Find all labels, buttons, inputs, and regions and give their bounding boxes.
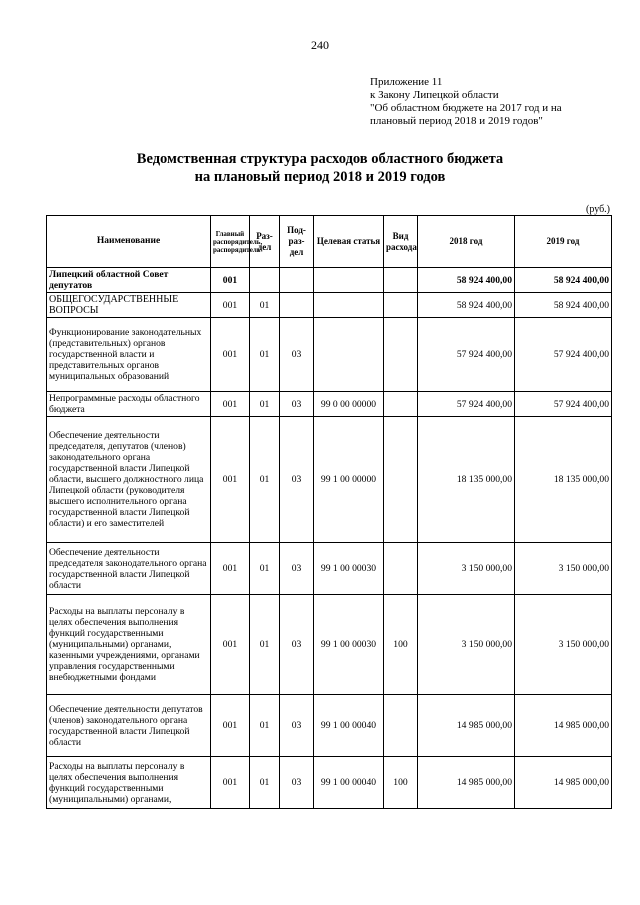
- cell-target: 99 1 00 00040: [314, 757, 384, 809]
- cell-razdel: 01: [250, 695, 280, 757]
- cell-2018: 14 985 000,00: [418, 757, 515, 809]
- cell-target: [314, 318, 384, 392]
- table-row: [47, 417, 612, 543]
- cell-podrazdel: 03: [280, 417, 314, 543]
- cell-2019: 58 924 400,00: [515, 293, 612, 318]
- cell-podrazdel: 03: [280, 757, 314, 809]
- cell-grbs: 001: [211, 318, 250, 392]
- cell-name: Обеспечение деятельности председателя законодательного органа государственной власти Липецкой области: [47, 543, 211, 595]
- cell-podrazdel: 03: [280, 392, 314, 417]
- cell-name: ОБЩЕГОСУДАРСТВЕННЫЕ ВОПРОСЫ: [47, 293, 211, 318]
- cell-2019: 14 985 000,00: [515, 757, 612, 809]
- cell-grbs: 001: [211, 595, 250, 695]
- cell-2018: 14 985 000,00: [418, 695, 515, 757]
- cell-name: Функционирование законодательных (представительных) органов государственной власти и представительных органов муниципальных образований: [47, 318, 211, 392]
- table-row: [47, 757, 612, 809]
- cell-target: 99 0 00 00000: [314, 392, 384, 417]
- header-name: Наименование: [47, 216, 211, 268]
- cell-name: Расходы на выплаты персоналу в целях обеспечения выполнения функций государственными (муниципальными) органами, казенными учреждениями, органами управления государственными внебюджетными фондами: [47, 595, 211, 695]
- cell-name: Обеспечение деятельности председателя, депутатов (членов) законодательного органа государственной власти Липецкой области, высшего должностного лица Липецкой области (руководителя высшего исполнительного органа государственной власти Липецкой области) и его заместителей: [47, 417, 211, 543]
- header-razdel: Раз-дел: [250, 216, 280, 268]
- cell-2019: 57 924 400,00: [515, 318, 612, 392]
- cell-2018: 57 924 400,00: [418, 392, 515, 417]
- cell-2019: 58 924 400,00: [515, 268, 612, 293]
- cell-target: [314, 293, 384, 318]
- cell-name: Обеспечение деятельности депутатов (членов) законодательного органа государственной власти Липецкой области: [47, 695, 211, 757]
- cell-razdel: 01: [250, 318, 280, 392]
- header-target: Целевая статья: [314, 216, 384, 268]
- cell-grbs: 001: [211, 392, 250, 417]
- cell-2018: 3 150 000,00: [418, 543, 515, 595]
- cell-vid: [384, 268, 418, 293]
- title-line-1: Ведомственная структура расходов областного бюджета: [136, 151, 504, 167]
- cell-razdel: 01: [250, 417, 280, 543]
- cell-name: Расходы на выплаты персоналу в целях обеспечения выполнения функций государственными (муниципальными) органами,: [47, 757, 211, 809]
- cell-2018: 3 150 000,00: [418, 595, 515, 695]
- appendix-note: [370, 76, 630, 128]
- table-row: [47, 392, 612, 417]
- cell-vid: [384, 318, 418, 392]
- cell-grbs: 001: [211, 543, 250, 595]
- header-podrazdel: Под-раз-дел: [280, 216, 314, 268]
- cell-vid: 100: [384, 595, 418, 695]
- cell-razdel: 01: [250, 757, 280, 809]
- header-2019: 2019 год: [515, 216, 612, 268]
- cell-razdel: 01: [250, 543, 280, 595]
- cell-grbs: 001: [211, 293, 250, 318]
- cell-grbs: 001: [211, 695, 250, 757]
- cell-target: 99 1 00 00030: [314, 595, 384, 695]
- cell-2018: 58 924 400,00: [418, 268, 515, 293]
- cell-vid: [384, 293, 418, 318]
- table-row: [47, 268, 612, 293]
- cell-2018: 57 924 400,00: [418, 318, 515, 392]
- cell-2019: 57 924 400,00: [515, 392, 612, 417]
- title-line-2: на плановый период 2018 и 2019 годов: [194, 169, 446, 185]
- table-header-row: [47, 216, 612, 268]
- appendix-line: к Закону Липецкой области: [370, 89, 499, 101]
- cell-grbs: 001: [211, 757, 250, 809]
- header-grbs: Главный распорядитель, распорядитель: [211, 216, 250, 268]
- cell-razdel: 01: [250, 392, 280, 417]
- cell-razdel: 01: [250, 293, 280, 318]
- cell-podrazdel: 03: [280, 595, 314, 695]
- cell-podrazdel: 03: [280, 318, 314, 392]
- budget-table: [46, 215, 612, 809]
- cell-razdel: 01: [250, 595, 280, 695]
- cell-podrazdel: [280, 293, 314, 318]
- cell-2018: 18 135 000,00: [418, 417, 515, 543]
- cell-name: Непрограммные расходы областного бюджета: [47, 392, 211, 417]
- cell-grbs: 001: [211, 417, 250, 543]
- cell-2019: 18 135 000,00: [515, 417, 612, 543]
- cell-target: [314, 268, 384, 293]
- cell-2019: 3 150 000,00: [515, 543, 612, 595]
- cell-vid: 100: [384, 757, 418, 809]
- cell-vid: [384, 695, 418, 757]
- header-2018: 2018 год: [418, 216, 515, 268]
- table-row: [47, 595, 612, 695]
- table-row: [47, 293, 612, 318]
- table-row: [47, 543, 612, 595]
- cell-vid: [384, 392, 418, 417]
- cell-podrazdel: 03: [280, 695, 314, 757]
- cell-2018: 58 924 400,00: [418, 293, 515, 318]
- document-title: [0, 150, 640, 186]
- appendix-line: Приложение 11: [370, 76, 443, 88]
- cell-grbs: 001: [211, 268, 250, 293]
- table-row: [47, 318, 612, 392]
- cell-podrazdel: [280, 268, 314, 293]
- cell-vid: [384, 417, 418, 543]
- cell-2019: 14 985 000,00: [515, 695, 612, 757]
- header-vid: Вид расхода: [384, 216, 418, 268]
- cell-vid: [384, 543, 418, 595]
- cell-target: 99 1 00 00000: [314, 417, 384, 543]
- cell-razdel: [250, 268, 280, 293]
- cell-name: Липецкий областной Совет депутатов: [47, 268, 211, 293]
- currency-note: (руб.): [586, 204, 610, 215]
- cell-2019: 3 150 000,00: [515, 595, 612, 695]
- appendix-line: "Об областном бюджете на 2017 год и на: [370, 102, 562, 114]
- appendix-line: плановый период 2018 и 2019 годов": [370, 115, 543, 127]
- table-row: [47, 695, 612, 757]
- cell-target: 99 1 00 00030: [314, 543, 384, 595]
- cell-target: 99 1 00 00040: [314, 695, 384, 757]
- cell-podrazdel: 03: [280, 543, 314, 595]
- page-number: 240: [311, 38, 329, 52]
